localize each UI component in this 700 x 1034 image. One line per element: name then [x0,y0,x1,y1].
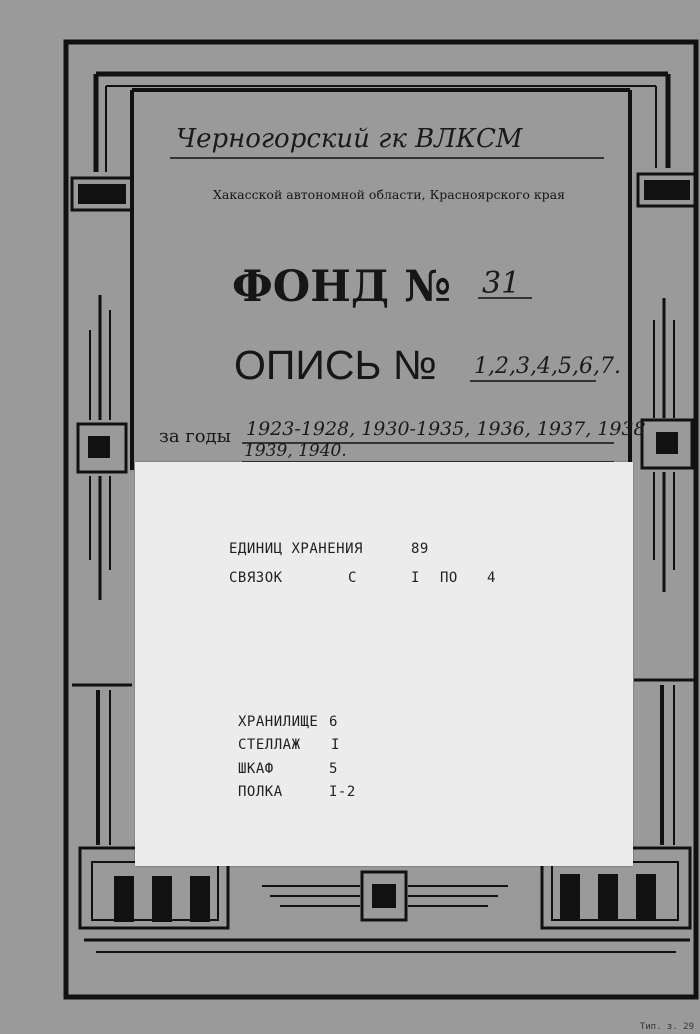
units-label: ЕДИНИЦ ХРАНЕНИЯ [229,541,363,557]
opis-label: ОПИСЬ № [234,342,437,388]
cabinet-label: ШКАФ [238,761,274,777]
storage-label: ХРАНИЛИЩЕ [238,714,319,730]
bundles-from: С [348,570,357,586]
storage-value: 6 [329,714,338,730]
bundles-to: ПО [440,570,458,586]
rack-label: СТЕЛЛАЖ [238,737,301,753]
print-mark: Тип. з. 29 [639,1022,694,1032]
bundles-end: 4 [487,570,496,586]
organization-handwritten: Черногорский гк ВЛКСМ [176,124,523,154]
years-line1-handwritten: 1923-1928, 1930-1935, 1936, 1937, 1938 [246,418,646,440]
years-label: за годы [159,426,231,447]
archive-label-sheet [135,462,633,866]
region-text: Хакасской автономной области, Красноярского края [213,187,565,202]
bundles-start: I [411,570,420,586]
rack-value: I [331,737,340,753]
bundles-label: СВЯЗОК [229,570,283,586]
shelf-label: ПОЛКА [238,784,283,800]
opis-numbers-handwritten: 1,2,3,4,5,6,7. [474,354,621,379]
cabinet-value: 5 [329,761,338,777]
fond-number-handwritten: 31 [482,266,521,301]
shelf-value: I-2 [329,784,356,800]
fond-label: ФОНД № [232,262,451,312]
years-line2-handwritten: 1939, 1940. [244,441,347,461]
units-value: 89 [411,541,429,557]
